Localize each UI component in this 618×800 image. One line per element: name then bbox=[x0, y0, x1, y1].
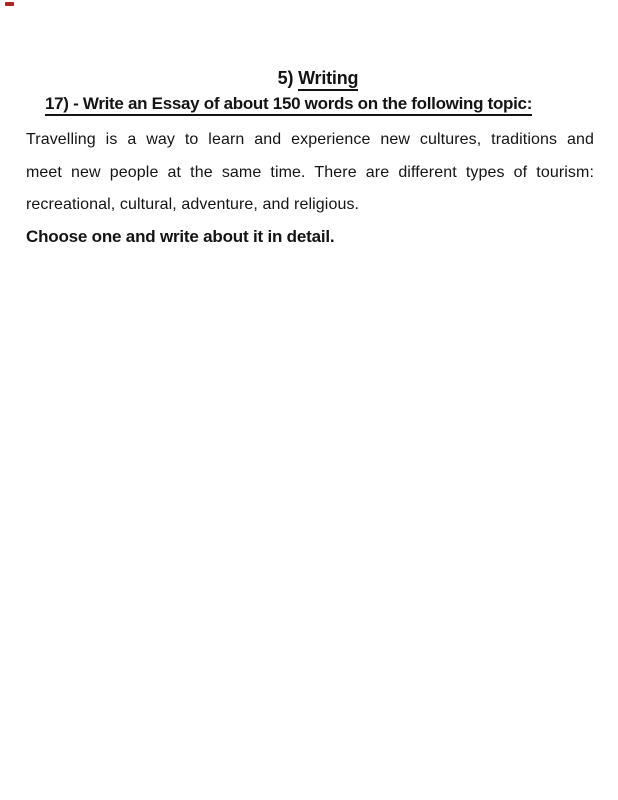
section-number: 5) bbox=[277, 68, 299, 88]
section-heading bbox=[18, 68, 618, 89]
section-title: Writing bbox=[298, 68, 358, 91]
intro-line: recreational, cultural, adventure, and religious. bbox=[26, 196, 360, 213]
intro-paragraph bbox=[26, 124, 594, 222]
question-heading bbox=[45, 94, 532, 114]
red-ink-mark bbox=[5, 2, 14, 6]
question-heading-text: 17) - Write an Essay of about 150 words on the following topic: bbox=[45, 94, 532, 116]
intro-line: Travelling is a way to learn and experience new cultures, traditions and bbox=[26, 131, 594, 148]
intro-line: meet new people at the same time. There are different types of tourism: bbox=[26, 163, 594, 181]
instruction-text: Choose one and write about it in detail. bbox=[26, 227, 335, 246]
